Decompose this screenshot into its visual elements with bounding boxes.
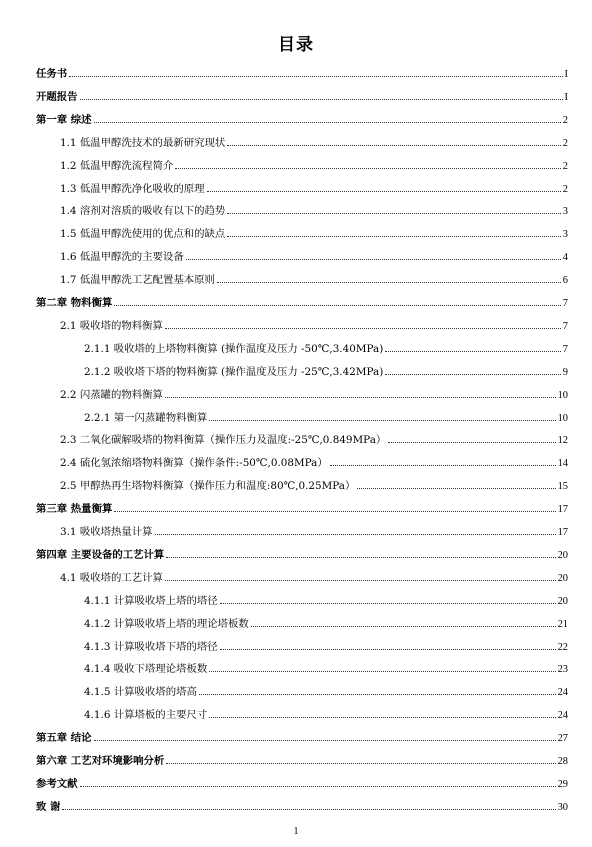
- dot-leader: [385, 366, 561, 375]
- dot-leader: [385, 343, 561, 352]
- toc-entry-page: 20: [557, 549, 568, 561]
- dot-leader: [227, 228, 561, 237]
- toc-entry-page: 28: [557, 756, 568, 767]
- dot-leader: [209, 412, 555, 421]
- toc-entry-page: 10: [557, 412, 568, 424]
- page-title: 目录: [278, 35, 314, 55]
- dot-leader: [114, 503, 555, 512]
- toc-entry[interactable]: [36, 549, 568, 562]
- toc-entry[interactable]: [36, 732, 568, 745]
- toc-entry-label: 4.1 吸收塔的工艺计算: [60, 571, 163, 584]
- toc-entry-page: 9: [562, 366, 568, 378]
- toc-entry[interactable]: [36, 503, 568, 516]
- dot-leader: [114, 297, 560, 306]
- toc-entry[interactable]: [84, 366, 568, 379]
- dot-leader: [330, 457, 556, 466]
- toc-entry-page: 29: [557, 778, 568, 790]
- toc-entry-page: 22: [557, 641, 568, 653]
- toc-entry-page: 2: [562, 183, 568, 195]
- toc-entry-label: 4.1.6 计算塔板的主要尺寸: [84, 709, 208, 722]
- toc-entry-label: 4.1.1 计算吸收塔上塔的塔径: [84, 594, 218, 607]
- toc-entry-page: 20: [557, 595, 568, 607]
- toc-entry[interactable]: [60, 251, 568, 264]
- dot-leader: [207, 183, 561, 192]
- toc-entry-page: 6: [562, 275, 568, 287]
- toc-entry-label: 2.4 硫化氢浓缩塔物料衡算（操作条件:-50℃,0.08MPa）: [60, 457, 328, 470]
- toc-entry[interactable]: [84, 412, 568, 425]
- toc-entry[interactable]: [84, 595, 568, 608]
- toc-entry-label: 2.1.2 吸收塔下塔的物料衡算 (操作温度及压力 -25℃,3.42MPa): [84, 365, 384, 378]
- toc-entry-page: 3: [562, 229, 568, 241]
- toc-entry-page: 2: [562, 114, 568, 126]
- dot-leader: [357, 480, 555, 489]
- toc-entry[interactable]: [36, 114, 568, 127]
- toc-entry-page: 7: [562, 343, 568, 355]
- dot-leader: [209, 709, 555, 718]
- toc-entry[interactable]: [60, 205, 568, 218]
- toc-entry[interactable]: [36, 755, 568, 768]
- toc-entry-label: 4.1.4 吸收下塔理论塔板数: [84, 663, 208, 676]
- dot-leader: [227, 205, 561, 214]
- toc-entry[interactable]: [36, 68, 568, 81]
- toc-entry-label: 2.5 甲醇热再生塔物料衡算（操作压力和温度:80℃,0.25MPa）: [60, 480, 356, 493]
- toc-entry-page: 24: [557, 687, 568, 699]
- toc-entry[interactable]: [84, 618, 568, 631]
- toc-entry-label: 4.1.3 计算吸收塔下塔的塔径: [84, 640, 218, 653]
- toc-entry-label: 1.4 溶剂对溶质的吸收有以下的趋势: [60, 205, 226, 218]
- dot-leader: [80, 91, 563, 100]
- toc-entry-page: 14: [557, 458, 568, 470]
- dot-leader: [69, 68, 562, 77]
- toc-entry[interactable]: [36, 778, 568, 791]
- dot-leader: [251, 618, 556, 627]
- toc-entry-label: 1.1 低温甲醇洗技术的最新研究现状: [60, 136, 226, 149]
- toc-entry-label: 任务书: [36, 68, 68, 80]
- toc-entry[interactable]: [36, 801, 568, 814]
- toc-entry[interactable]: [60, 480, 568, 493]
- toc-entry-page: 3: [562, 206, 568, 218]
- toc-entry-page: 15: [557, 481, 568, 493]
- toc-entry-label: 2.2 闪蒸罐的物料衡算: [60, 388, 163, 401]
- toc-entry-page: 4: [562, 252, 568, 264]
- toc-entry-label: 1.2 低温甲醇洗流程简介: [60, 159, 174, 172]
- dot-leader: [175, 160, 560, 169]
- dot-leader: [220, 641, 556, 650]
- toc-entry-label: 第一章 综述: [36, 113, 92, 126]
- toc-entry-page: I: [564, 69, 568, 80]
- toc-entry[interactable]: [60, 572, 568, 585]
- toc-entry[interactable]: [84, 343, 568, 356]
- dot-leader: [166, 755, 555, 764]
- toc-entry[interactable]: [60, 434, 568, 447]
- dot-leader: [217, 274, 561, 283]
- dot-leader: [94, 732, 556, 741]
- dot-leader: [62, 801, 555, 810]
- toc-entry[interactable]: [60, 526, 568, 539]
- dot-leader: [220, 595, 556, 604]
- toc-entry[interactable]: [60, 274, 568, 287]
- toc-entry[interactable]: [84, 641, 568, 654]
- toc-entry[interactable]: [60, 183, 568, 196]
- toc-entry-label: 致 谢: [36, 800, 61, 813]
- toc-entry[interactable]: [60, 389, 568, 402]
- toc-entry-label: 3.1 吸收塔热量计算: [60, 526, 153, 538]
- toc-entry-label: 4.1.5 计算吸收塔的塔高: [84, 686, 197, 699]
- dot-leader: [155, 526, 556, 535]
- toc-entry-page: 20: [557, 572, 568, 584]
- toc-entry-page: 10: [557, 389, 568, 401]
- toc-entry-page: 2: [562, 160, 568, 172]
- dot-leader: [165, 320, 561, 329]
- toc-entry-label: 2.2.1 第一闪蒸罐物料衡算: [84, 411, 208, 424]
- toc-entry-label: 2.3 二氧化碳解吸塔的物料衡算（操作压力及温度:-25℃,0.849MPa）: [60, 434, 387, 447]
- toc-entry[interactable]: [60, 320, 568, 333]
- toc-entry[interactable]: [60, 137, 568, 150]
- toc-entry[interactable]: [60, 457, 568, 470]
- toc-entry-page: 27: [557, 733, 568, 745]
- toc-entry-page: I: [564, 91, 568, 103]
- toc-entry-page: 7: [562, 320, 568, 332]
- toc-entry-page: 21: [557, 618, 568, 630]
- toc-entry-page: 30: [557, 801, 568, 813]
- toc-entry-label: 2.1.1 吸收塔的上塔物料衡算 (操作温度及压力 -50℃,3.40MPa): [84, 342, 384, 355]
- toc-entry-label: 第六章 工艺对环境影响分析: [36, 755, 165, 767]
- toc-entry[interactable]: [60, 160, 568, 173]
- toc-entry-page: 2: [562, 137, 568, 149]
- dot-leader: [186, 251, 561, 260]
- toc-entry-page: 12: [557, 435, 568, 447]
- toc-entry-label: 开题报告: [36, 90, 78, 103]
- dot-leader: [80, 778, 556, 787]
- dot-leader: [388, 434, 555, 443]
- toc-entry[interactable]: [60, 228, 568, 241]
- toc-entry-label: 参考文献: [36, 777, 78, 790]
- dot-leader: [209, 663, 555, 672]
- toc-entry-page: 23: [557, 664, 568, 676]
- dot-leader: [199, 686, 556, 695]
- dot-leader: [165, 389, 556, 398]
- toc-entry-label: 1.5 低温甲醇洗使用的优点和的缺点: [60, 228, 226, 241]
- dot-leader: [166, 549, 555, 558]
- toc-entry-label: 第三章 热量衡算: [36, 503, 113, 516]
- toc-entry-label: 1.6 低温甲醇洗的主要设备: [60, 251, 184, 264]
- toc-entry-page: 24: [557, 710, 568, 722]
- toc-entry[interactable]: [84, 663, 568, 676]
- toc-entry[interactable]: [84, 709, 568, 722]
- toc-entry-label: 1.7 低温甲醇洗工艺配置基本原则: [60, 274, 215, 287]
- toc-entry-page: 7: [562, 298, 568, 309]
- dot-leader: [227, 137, 561, 146]
- toc-entry[interactable]: [36, 297, 568, 310]
- toc-entry-page: 17: [557, 527, 568, 538]
- dot-leader: [94, 114, 561, 123]
- toc-entry-label: 2.1 吸收塔的物料衡算: [60, 319, 163, 332]
- toc-entry-label: 1.3 低温甲醇洗净化吸收的原理: [60, 182, 205, 195]
- toc-entry-page: 17: [557, 504, 568, 516]
- dot-leader: [165, 572, 556, 581]
- toc-entry-label: 第五章 结论: [36, 732, 92, 745]
- toc-entry-label: 第二章 物料衡算: [36, 297, 113, 309]
- toc-entry-label: 第四章 主要设备的工艺计算: [36, 548, 165, 561]
- page-number: 1: [293, 826, 299, 837]
- toc-entry[interactable]: [36, 91, 568, 104]
- toc-entry-label: 4.1.2 计算吸收塔上塔的理论塔板数: [84, 617, 249, 630]
- toc-entry[interactable]: [84, 686, 568, 699]
